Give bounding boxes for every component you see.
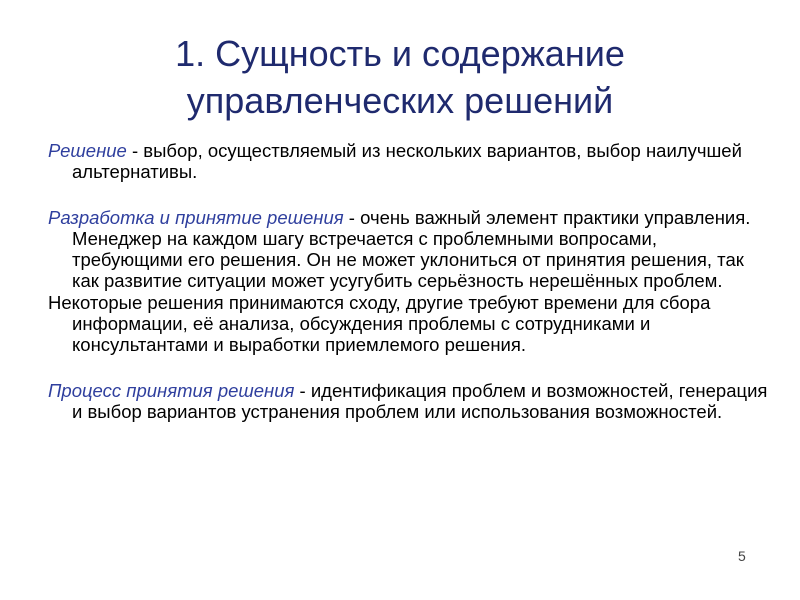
paragraph-text: - идентификация проблем и возможностей, генерация и выбор вариантов устранения проблем или использования возможностей. <box>72 380 768 422</box>
paragraph-text: - очень важный элемент практики управления. Менеджер на каждом шагу встречается с проблемными вопросами, требующими его решения. Он не может уклониться от принятия решения, так как развитие ситуации может усугубить серьёзность нерешённых проблем. <box>72 207 751 291</box>
paragraph-text: Некоторые решения принимаются сходу, другие требуют времени для сбора информации, её анализа, обсуждения проблемы с сотрудниками и консультантами и выработки приемлемого решения. <box>48 292 711 355</box>
term-decision: Решение <box>48 140 127 161</box>
term-development: Разработка и принятие решения <box>48 207 344 228</box>
slide-title-line-2: управленческих решений <box>186 80 614 121</box>
slide-body <box>48 140 768 422</box>
slide-title <box>60 30 740 124</box>
slide-title-line-1: 1. Сущность и содержание <box>175 33 625 74</box>
paragraph-text: - выбор, осуществляемый из нескольких вариантов, выбор наилучшей альтернативы. <box>72 140 742 182</box>
page-number: 5 <box>738 548 746 564</box>
paragraph-process <box>48 380 768 422</box>
paragraph-definition <box>48 140 768 182</box>
paragraph-development <box>48 207 768 291</box>
paragraph-timing <box>48 292 768 355</box>
term-process: Процесс принятия решения <box>48 380 295 401</box>
